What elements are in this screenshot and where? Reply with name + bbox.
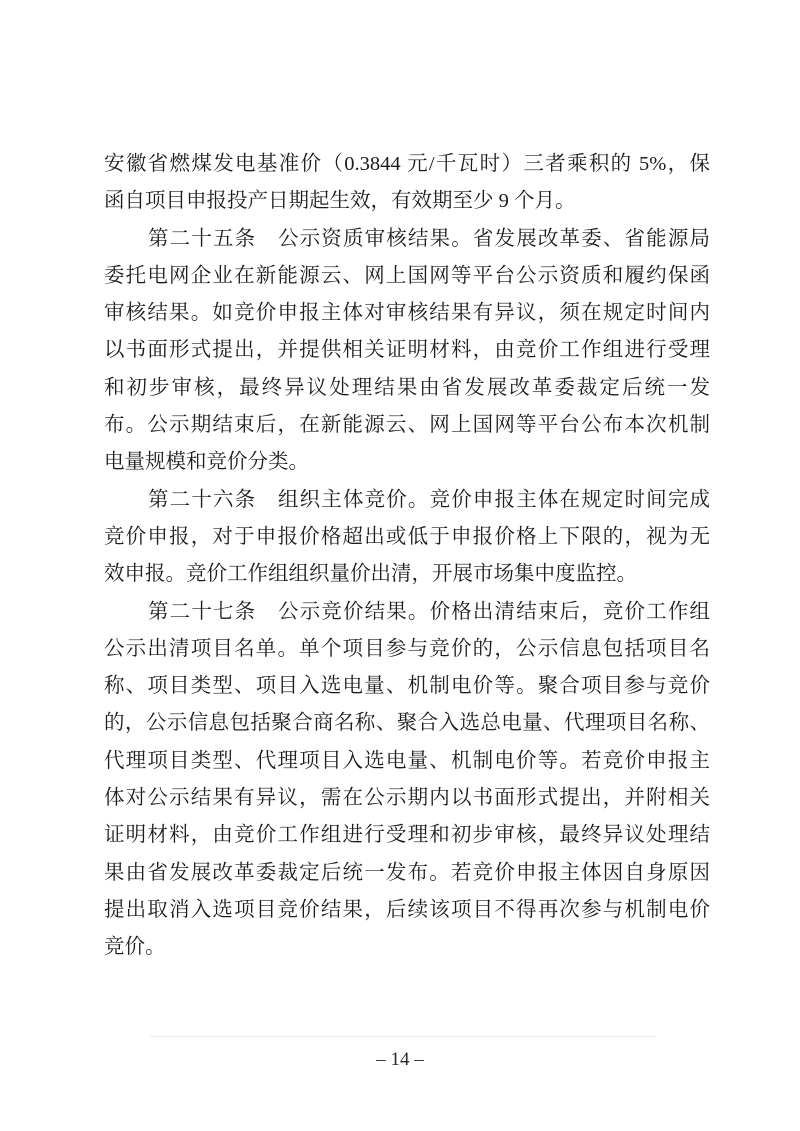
text-line: 委托电网企业在新能源云、网上国网等平台公示资质和履约保函 bbox=[104, 264, 710, 287]
text-line: 证明材料，由竞价工作组进行受理和初步审核，最终异议处理结 bbox=[104, 824, 710, 847]
text-line: 代理项目类型、代理项目入选电量、机制电价等。若竞价申报主 bbox=[104, 749, 710, 772]
text-line: 安徽省燃煤发电基准价（0.3844 元/千瓦时）三者乘积的 5%，保 bbox=[104, 153, 710, 175]
text-line: 第二十七条 公示竞价结果。价格出清结束后，竞价工作组 bbox=[148, 600, 710, 623]
scan-artifact-divider bbox=[150, 1036, 655, 1037]
text-line: 提出取消入选项目竞价结果，后续该项目不得再次参与机制电价 bbox=[104, 898, 710, 921]
text-line: 以书面形式提出，并提供相关证明材料，由竞价工作组进行受理 bbox=[104, 339, 710, 362]
text-line: 果由省发展改革委裁定后统一发布。若竞价申报主体因自身原因 bbox=[104, 861, 710, 884]
text-block bbox=[104, 146, 710, 967]
text-line: 效申报。竞价工作组组织量价出清，开展市场集中度监控。 bbox=[104, 563, 637, 586]
text-line: 公示出清项目名单。单个项目参与竞价的，公示信息包括项目名 bbox=[104, 637, 710, 660]
text-line: 布。公示期结束后，在新能源云、网上国网等平台公布本次机制 bbox=[104, 414, 710, 437]
text-line: 电量规模和竞价分类。 bbox=[104, 451, 309, 474]
text-line: 竞价申报，对于申报价格超出或低于申报价格上下限的，视为无 bbox=[104, 525, 710, 548]
text-line: 函自项目申报投产日期起生效，有效期至少 9 个月。 bbox=[104, 190, 576, 213]
text-line: 审核结果。如竞价申报主体对审核结果有异议，须在规定时间内 bbox=[104, 302, 710, 325]
text-line: 竞价。 bbox=[104, 936, 166, 959]
text-line: 称、项目类型、项目入选电量、机制电价等。聚合项目参与竞价 bbox=[104, 675, 710, 698]
text-line: 第二十六条 组织主体竞价。竞价申报主体在规定时间完成 bbox=[148, 488, 710, 511]
text-line: 的，公示信息包括聚合商名称、聚合入选总电量、代理项目名称、 bbox=[104, 712, 710, 735]
page-number: – 14 – bbox=[376, 1049, 424, 1070]
text-line: 第二十五条 公示资质审核结果。省发展改革委、省能源局 bbox=[148, 227, 710, 250]
text-line: 体对公示结果有异议，需在公示期内以书面形式提出，并附相关 bbox=[104, 787, 710, 810]
text-line: 和初步审核，最终异议处理结果由省发展改革委裁定后统一发 bbox=[104, 376, 710, 399]
